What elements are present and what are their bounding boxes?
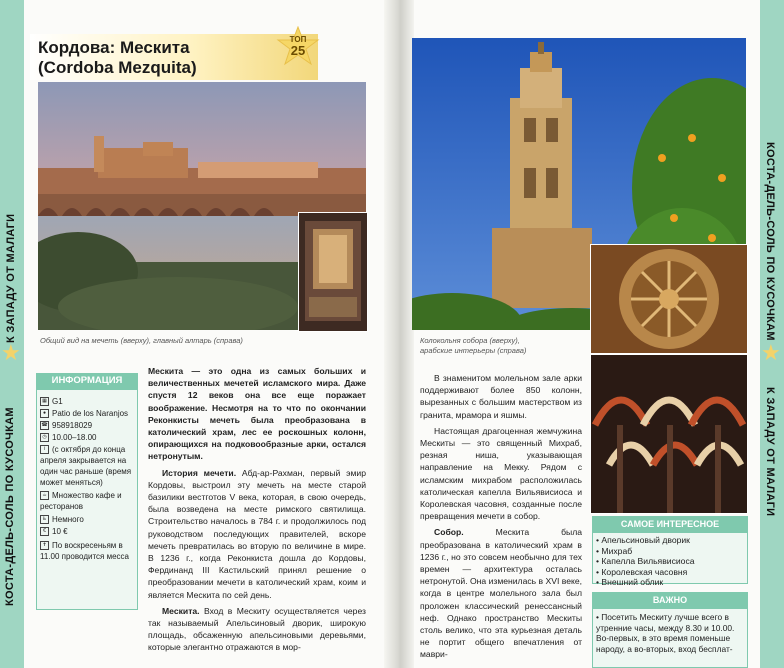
info-item-text: 10.00–18.00	[52, 433, 97, 442]
info-item-text: (с октября до конца апреля закрывается на один час раньше (время может меняться)	[40, 445, 132, 487]
clock-icon: ◷	[40, 433, 49, 442]
mihrab-dome-photo	[590, 244, 748, 354]
article-lead: Мескита — это одна из самых больших и величественных мечетей исламского мира. Даже спустя 12 веков она все еще поражает воображение. Несмотря на то что по окончании Реконкисты мечеть была преобразована в католический храм, лес ее роскошных колонн, опирающихся на подковообразные арки, остался нетронутым.	[148, 366, 366, 462]
highlight-item-text: Михраб	[601, 545, 633, 556]
book-gutter	[384, 0, 414, 668]
left-tab-upper-label: К ЗАПАДУ ОТ МАЛАГИ	[5, 213, 17, 343]
arches-interior-photo	[590, 354, 748, 514]
info-item-text: 958918029	[52, 421, 93, 430]
info-item-note	[40, 444, 135, 488]
highlight-item: • Апельсиновый дворик	[596, 535, 690, 545]
accessibility-icon: ♿	[40, 515, 49, 524]
info-heading: ИНФОРМАЦИЯ	[36, 373, 138, 389]
map-grid-icon: ▦	[40, 397, 49, 406]
cafe-icon: ☕	[40, 491, 49, 500]
location-icon: ●	[40, 409, 49, 418]
history-text: Абд-ар-Рахман, первый эмир Кордовы, выстроил эту мечеть на месте старой базилики вестготов V века, которая, в свою очередь, была возведена на месте римского святилища. Строительство началось в 784 г. и продолжилось под руководством последующих правителей, вскоре мечеть превратилась во вторую по величине в мире. В 1236 г., когда Реконкиста дошла до Кордовы, Фердинанд III Кастильский принял решение о преобразовании мечети в католический храм, коим и является Мескита по сей день.	[148, 467, 366, 600]
right-photo-caption-1: Колокольня собора (вверху),	[420, 336, 520, 345]
page-subtitle: (Cordoba Mezquita)	[38, 58, 197, 77]
info-item-text: По воскресеньям в 11.00 проводится месса	[40, 541, 129, 561]
highlight-item: • Внешний облик	[596, 577, 664, 587]
info-item-text: 10 €	[52, 527, 68, 536]
important-text: • Посетить Мескиту лучше всего в утренние часы, между 8.30 и 10.00. Во-первых, в это время поменьше народу, а во-вторых, вход бесплат-	[596, 612, 735, 654]
left-photo-caption: Общий вид на мечеть (вверху), главный алтарь (справа)	[40, 336, 243, 345]
prayer-hall-paragraph: В знаменитом молельном зале арки поддерживают более 850 колонн, вырезанных с большим мастерством из гранита, мрамора и яшмы.	[420, 373, 582, 420]
top25-badge	[276, 26, 320, 68]
right-tab-star-icon: ★	[761, 340, 781, 365]
cathedral-text: Мескита была преобразована в католический храм в 1236 г., но это совсем необычно для тех времен — архитектура осталась нетронутой. Она изменилась в XVI веке, когда в центре молельного зала был проложен классический ренессансный неф. Однако пространство Мескиты столь велико, что эта курьезная деталь не портит общего впечатления от маври-	[420, 527, 582, 660]
right-photo-caption-2: арабские интерьеры (справа)	[420, 346, 527, 355]
right-tab-upper-label: КОСТА-ДЕЛЬ-СОЛЬ ПО КУСОЧКАМ	[764, 142, 776, 341]
mezquita-text: Вход в Мескиту осуществляется через так называемый Апельсиновый дворик, широкую площадь, обсаженную апельсиновыми деревьями, которые элегантно отражаются в мор-	[148, 605, 366, 653]
ticket-icon: €	[40, 527, 49, 536]
highlight-item: • Капелла Вильявисиоса	[596, 556, 695, 566]
left-tab-lower-label: КОСТА-ДЕЛЬ-СОЛЬ ПО КУСОЧКАМ	[4, 407, 16, 606]
cathedral-heading: Собор.	[434, 527, 464, 538]
mezquita-heading: Мескита.	[162, 605, 200, 616]
highlight-item-text: Апельсиновый дворик	[601, 535, 690, 545]
highlight-item-text: Королевская часовня	[601, 566, 688, 577]
page-title: Кордова: Мескита	[38, 38, 190, 57]
info-item-grid	[40, 396, 135, 407]
highlight-item: • Михраб	[596, 545, 633, 556]
info-item-text: Немного	[52, 515, 84, 524]
history-paragraph	[148, 467, 366, 601]
right-tab-lower-label: К ЗАПАДУ ОТ МАЛАГИ	[764, 387, 776, 517]
info-item-hours	[40, 432, 135, 443]
info-item-text: G1	[52, 397, 63, 406]
history-heading: История мечети.	[162, 467, 237, 478]
info-item-access	[40, 514, 135, 525]
highlight-item-text: Капелла Вильявисиоса	[601, 556, 695, 566]
info-item-cafe	[40, 490, 135, 512]
badge-number: 25	[290, 43, 306, 58]
main-altar-photo	[298, 212, 368, 332]
info-item-phone	[40, 420, 135, 431]
badge-top-label: ТОП	[289, 35, 307, 44]
info-item-mass	[40, 540, 135, 562]
highlight-item: • Королевская часовня	[596, 566, 688, 577]
important-heading: ВАЖНО	[592, 592, 748, 608]
highlights-heading: САМОЕ ИНТЕРЕСНОЕ	[592, 516, 748, 532]
info-item-address	[40, 408, 135, 419]
mihrab-paragraph: Настоящая драгоценная жемчужина Мескиты — это священный Михраб, резная ниша, указывающая направление на Мекку. Рядом с исламским михрабом расположилась католическая капелла Вильявисиоса и Королевская часовня, созданные после превращения мечети в собор.	[420, 425, 582, 522]
phone-icon: ☎	[41, 422, 48, 429]
article-column-2	[420, 372, 582, 668]
highlight-item-text: Внешний облик	[601, 577, 664, 587]
info-item-price	[40, 526, 135, 537]
article-column-1	[148, 365, 366, 665]
info-item-text: Множество кафе и ресторанов	[40, 491, 122, 511]
left-tab-star-icon: ★	[1, 340, 21, 365]
info-icon: i	[40, 445, 49, 454]
cathedral-paragraph	[420, 526, 582, 660]
mass-icon: ✝	[40, 541, 49, 550]
mezquita-paragraph	[148, 605, 366, 654]
info-item-text: Patio de los Naranjos	[52, 409, 129, 418]
